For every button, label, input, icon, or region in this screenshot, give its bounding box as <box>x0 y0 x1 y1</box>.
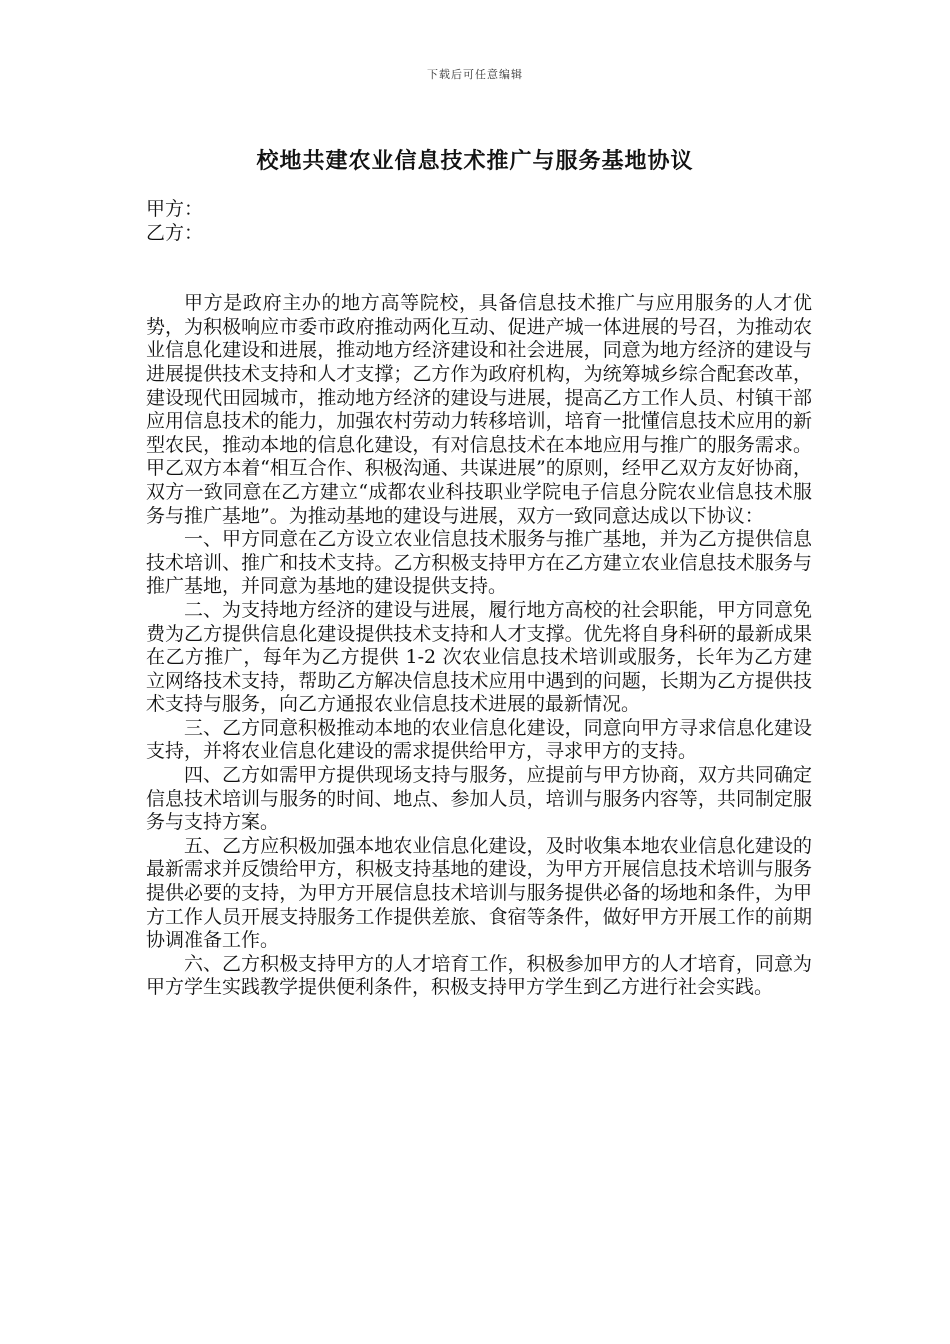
header-note: 下载后可任意编辑 <box>427 68 523 81</box>
paragraph-intro: 甲方是政府主办的地方高等院校，具备信息技术推广与应用服务的人才优势，为积极响应市委市政府推动两化互动、促进产城一体进展的号召，为推动农业信息化建设和进展，推动地方经济建设和社会进展，同意为地方经济的建设与进展提供技术支持和人才支撑；乙方作为政府机构，为统筹城乡综合配套改革，建设现代田园城市，推动地方经济的建设与进展，提高乙方工作人员、村镇干部应用信息技术的能力，加强农村劳动力转移培训，培育一批懂信息技术应用的新型农民，推动本地的信息化建设，有对信息技术在本地应用与推广的服务需求。甲乙双方本着“相互合作、积极沟通、共谋进展”的原则，经甲乙双方友好协商，双方一致同意在乙方建立“成都农业科技职业学院电子信息分院农业信息技术服务与推广基地”。为推动基地的建设与进展，双方一致同意达成以下协议： <box>146 292 812 527</box>
party-b-label: 乙方： <box>146 221 204 244</box>
document-title: 校地共建农业信息技术推广与服务基地协议 <box>256 148 694 174</box>
paragraph-clause-3: 三、乙方同意积极推动本地的农业信息化建设，同意向甲方寻求信息化建设支持，并将农业信息化建设的需求提供给甲方，寻求甲方的支持。 <box>146 716 812 763</box>
paragraph-clause-6: 六、乙方积极支持甲方的人才培育工作，积极参加甲方的人才培育，同意为甲方学生实践教学提供便利条件，积极支持甲方学生到乙方进行社会实践。 <box>146 952 812 999</box>
paragraph-clause-4: 四、乙方如需甲方提供现场支持与服务，应提前与甲方协商，双方共同确定信息技术培训与服务的时间、地点、参加人员，培训与服务内容等，共同制定服务与支持方案。 <box>146 764 812 834</box>
spacer <box>146 245 812 292</box>
paragraph-clause-5: 五、乙方应积极加强本地农业信息化建设，及时收集本地农业信息化建设的最新需求并反馈给甲方，积极支持基地的建设，为甲方开展信息技术培训与服务提供必要的支持，为甲方开展信息技术培训与服务提供必备的场地和条件，为甲方工作人员开展支持服务工作提供差旅、食宿等条件，做好甲方开展工作的前期协调准备工作。 <box>146 834 812 952</box>
document-body <box>146 198 812 1000</box>
paragraph-clause-2: 二、为支持地方经济的建设与进展，履行地方高校的社会职能，甲方同意免费为乙方提供信息化建设提供技术支持和人才支撑。优先将自身科研的最新成果在乙方推广，每年为乙方提供 1-2 次农业信息技术培训或服务，长年为乙方建立网络技术支持，帮助乙方解决信息技术应用中遇到的问题，长期为乙方提供技术支持与服务，向乙方通报农业信息技术进展的最新情况。 <box>146 598 812 716</box>
paragraph-clause-1: 一、甲方同意在乙方设立农业信息技术服务与推广基地，并为乙方提供信息技术培训、推广和技术支持。乙方积极支持甲方在乙方建立农业信息技术服务与推广基地，并同意为基地的建设提供支持。 <box>146 528 812 598</box>
party-a-label: 甲方： <box>146 198 204 220</box>
